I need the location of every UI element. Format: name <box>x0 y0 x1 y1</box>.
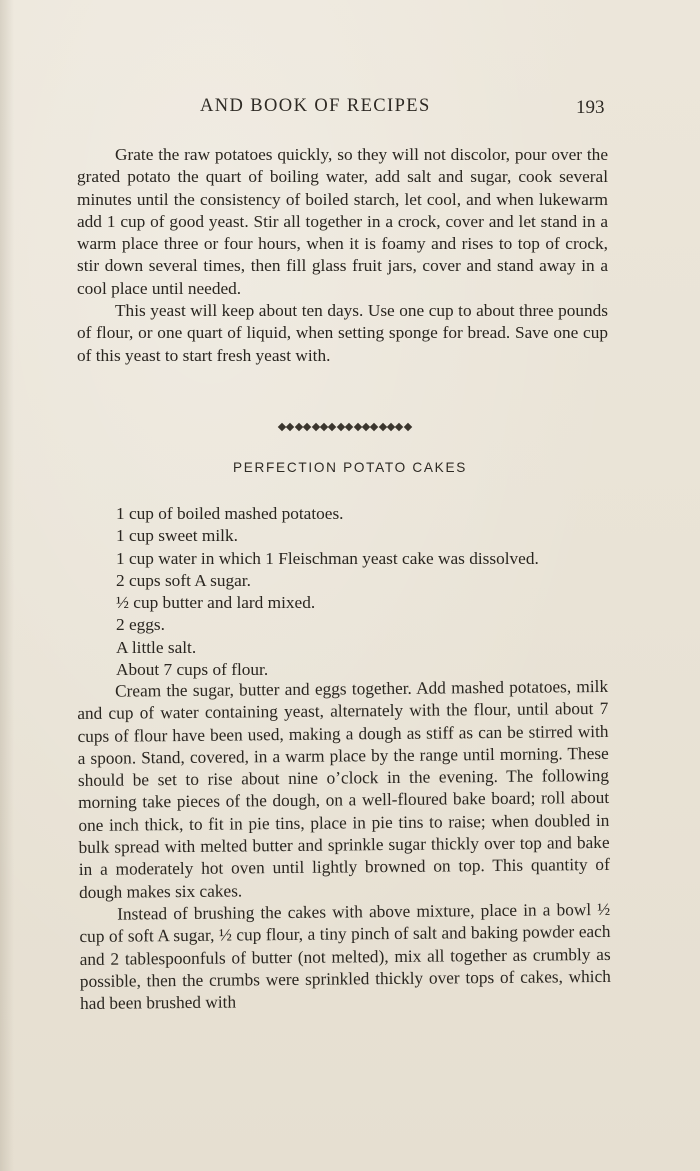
paragraph: This yeast will keep about ten days. Use one cup to about three pounds of flour, or one quart of liquid, when setting sponge for bread. Save one cup of this yeast to start fresh yeast with. <box>77 301 608 365</box>
ingredient-item: A little salt. <box>116 637 197 657</box>
gutter-shadow <box>0 0 14 1171</box>
ingredient-item: 1 cup sweet milk. <box>116 526 238 546</box>
decorative-divider <box>279 421 411 433</box>
ingredient-item: ½ cup butter and lard mixed. <box>116 593 316 613</box>
page-number: 193 <box>576 97 605 118</box>
ingredient-item: 1 cup water in which 1 Fleischman yeast cake was dissolved. <box>116 548 539 568</box>
recipe-title: PERFECTION POTATO CAKES <box>233 460 467 475</box>
recipe-method <box>77 676 611 1016</box>
ingredient-item: About 7 cups of flour. <box>116 660 269 680</box>
paragraph: Instead of brushing the cakes with above mixture, place in a bowl ½ cup of soft A sugar, ½ cup flour, a tiny pinch of salt and baking powder each and 2 tablespoonfuls of butter (not melted), mix all together as crumbly as possible, then the crumbs were sprinkled thickly over tops of cakes, which had been brushed with <box>79 899 611 1014</box>
running-title: AND BOOK OF RECIPES <box>200 96 431 116</box>
ingredient-list <box>116 503 539 681</box>
ingredient-item: 1 cup of boiled mashed potatoes. <box>116 504 344 523</box>
paragraph: Cream the sugar, butter and eggs together. Add mashed potatoes, milk and cup of water containing yeast, alternately with the flour, until about 7 cups of flour have been used, making a dough as stiff as can be stirred with a spoon. Stand, covered, in a warm place by the range until morning. These should be set to rise about nine o’clock in the evening. The following morning take pieces of the dough, on a well-floured bake board; roll about one inch thick, to fit in pie tins, place in pie tins to raise; when doubled in bulk spread with melted butter and sprinkle sugar thickly over top and bake in a moderately hot oven until lightly browned on top. This quantity of dough makes six cakes. <box>77 676 610 902</box>
paragraph: Grate the raw potatoes quickly, so they will not discolor, pour over the grated potato the quart of boiling water, add salt and sugar, cook several minutes until the consistency of boiled starch, let cool, and when lukewarm add 1 cup of good yeast. Stir all together in a crock, cover and let stand in a warm place three or four hours, when it is foamy and rises to top of crock, stir down several times, then fill glass fruit jars, cover and stand away in a cool place until needed. <box>77 145 608 298</box>
ingredient-item: 2 eggs. <box>116 615 165 635</box>
ingredient-item: 2 cups soft A sugar. <box>116 570 251 590</box>
yeast-instructions <box>77 144 608 367</box>
